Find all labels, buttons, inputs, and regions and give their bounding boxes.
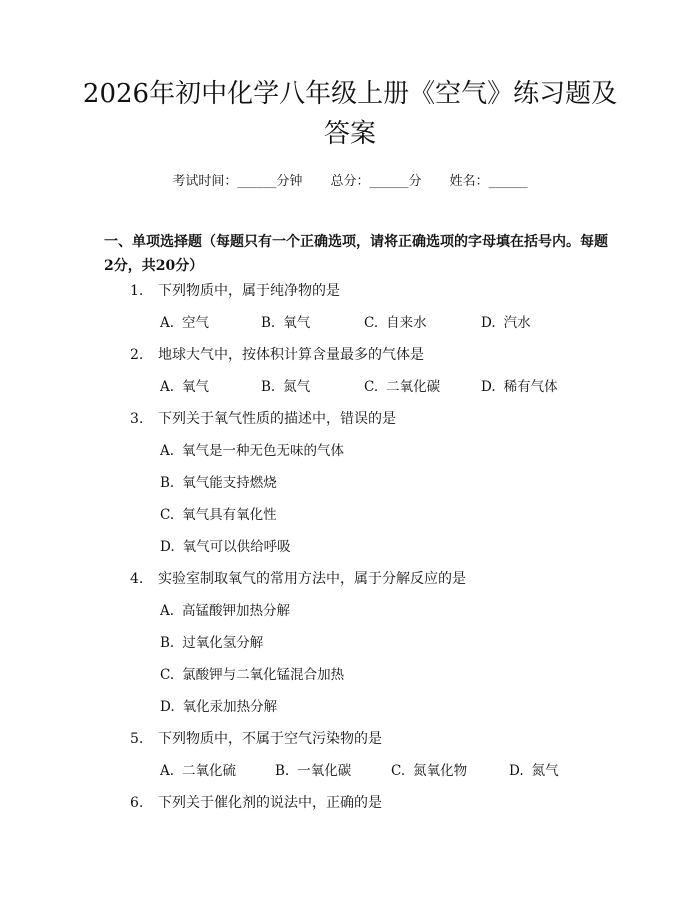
question-text: 地球大气中，按体积计算含量最多的气体是	[158, 347, 424, 363]
option-a: A. 空气	[160, 315, 210, 331]
option-d: D. 汽水	[481, 315, 531, 331]
question-5	[130, 729, 382, 749]
question-text: 下列物质中，不属于空气污染物的是	[158, 731, 382, 747]
option-c: C. 氯酸钾与二氧化锰混合加热	[160, 667, 345, 683]
option-b: B. 氧气	[261, 315, 311, 331]
question-number: 2.	[130, 347, 144, 363]
question-text: 下列关于催化剂的说法中，正确的是	[158, 795, 382, 811]
option-b: B. 氧气能支持燃烧	[160, 475, 277, 491]
option-c: C. 氧气具有氧化性	[160, 507, 277, 523]
question-6	[130, 793, 382, 813]
option-a: A. 高锰酸钾加热分解	[160, 603, 291, 619]
option-d: D. 氧气可以供给呼吸	[160, 539, 291, 555]
document-title: 2026年初中化学八年级上册《空气》练习题及答案	[82, 79, 618, 149]
option-d: D. 氧化汞加热分解	[160, 699, 278, 715]
section-heading: 一、单项选择题（每题只有一个正确选项，请将正确选项的字母填在括号内。每题2分，共20分）	[104, 234, 608, 274]
total-score: 总分：______分	[330, 174, 422, 189]
question-number: 3.	[130, 411, 144, 427]
option-c: C. 自来水	[364, 315, 427, 331]
student-name: 姓名：______	[449, 174, 528, 189]
option-b: B. 一氧化碳	[275, 763, 352, 779]
question-text: 实验室制取氧气的常用方法中，属于分解反应的是	[158, 571, 466, 587]
question-number: 1.	[130, 283, 144, 299]
option-a: A. 氧气	[160, 379, 210, 395]
option-c: C. 二氧化碳	[364, 379, 441, 395]
question-text: 下列关于氧气性质的描述中，错误的是	[158, 411, 396, 427]
question-4	[130, 569, 466, 589]
question-number: 5.	[130, 731, 144, 747]
option-a: A. 二氧化硫	[160, 763, 237, 779]
question-2	[130, 345, 424, 365]
question-1	[130, 281, 340, 301]
option-d: D. 稀有气体	[481, 379, 558, 395]
question-number: 4.	[130, 571, 144, 587]
exam-meta	[0, 170, 700, 189]
option-a: A. 氧气是一种无色无味的气体	[160, 443, 345, 459]
question-3	[130, 409, 396, 429]
question-text: 下列物质中，属于纯净物的是	[158, 283, 340, 299]
option-b: B. 过氧化氢分解	[160, 635, 264, 651]
question-number: 6.	[130, 795, 144, 811]
option-b: B. 氮气	[261, 379, 311, 395]
option-c: C. 氮氧化物	[391, 763, 468, 779]
option-d: D. 氮气	[509, 763, 559, 779]
exam-time: 考试时间：______分钟	[172, 174, 303, 189]
